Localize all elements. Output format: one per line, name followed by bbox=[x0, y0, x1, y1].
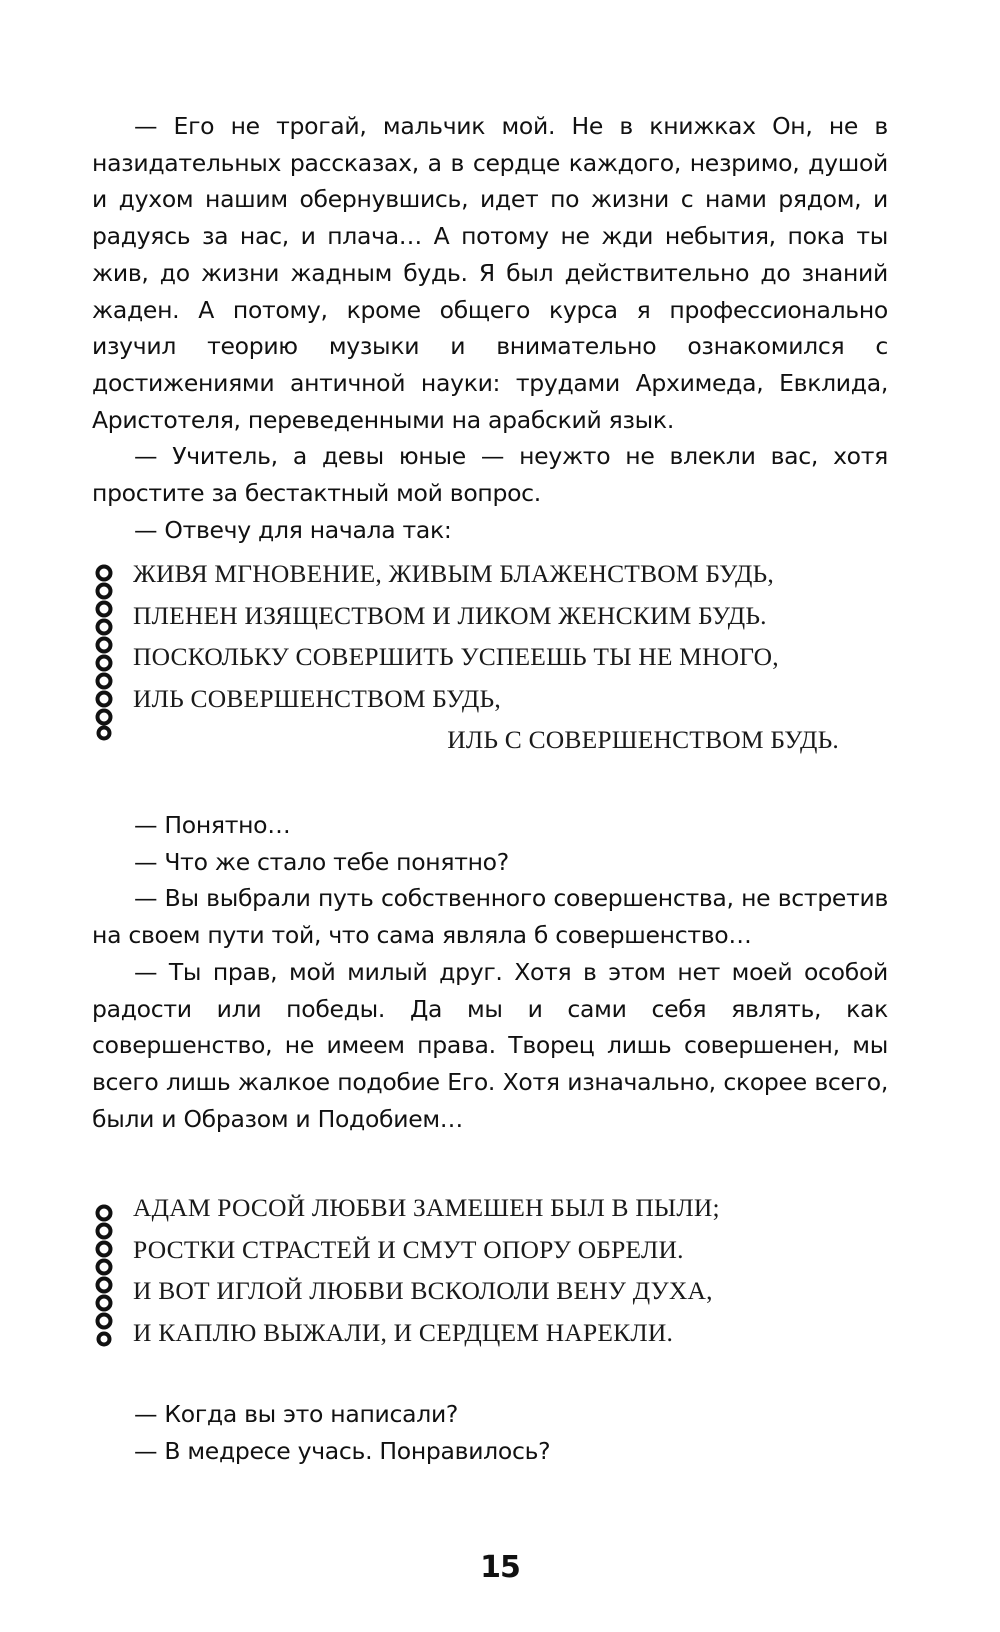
poem-line: ИЛЬ СОВЕРШЕНСТВОМ БУДЬ, bbox=[133, 683, 501, 713]
page-number: 15 bbox=[480, 1550, 520, 1585]
paragraph: — Понятно… bbox=[134, 811, 291, 839]
prose-block-3 bbox=[92, 1396, 888, 1469]
poem-line: АДАМ РОСОЙ ЛЮБВИ ЗАМЕШЕН БЫЛ В ПЫЛИ; bbox=[133, 1193, 720, 1222]
poem-line: ИЛЬ С СОВЕРШЕНСТВОМ БУДЬ. bbox=[447, 725, 839, 754]
paragraph: — Учитель, а девы юные — неужто не влекли вас, хотя простите за бестактный мой вопрос. bbox=[92, 442, 888, 508]
paragraph: — Когда вы это написали? bbox=[134, 1400, 459, 1428]
paragraph: — Его не трогай, мальчик мой. Не в книжках Он, не в назидательных рассказах, а в сердце каждого, незримо, душой и духом нашим обернувшись, идет по жизни с нами рядом, и радуясь за нас, и плача… А потому не жди небытия, пока ты жив, до жизни жадным будь. Я был действительно до знаний жаден. А потому, кроме общего курса я профессионально изучил теорию музыки и внимательно ознакомился с достижениями античной науки: трудами Архимеда, Евклида, Аристотеля, переведенными на арабский язык. bbox=[92, 112, 888, 434]
paragraph: — В медресе учась. Понравилось? bbox=[134, 1436, 551, 1465]
poem-line: И КАПЛЮ ВЫЖАЛИ, И СЕРДЦЕМ НАРЕКЛИ. bbox=[133, 1317, 674, 1347]
paragraph: — Вы выбрали путь собственного совершенства, не встретив на своем пути той, что сама являла б совершенство… bbox=[92, 884, 888, 950]
paragraph: — Что же стало тебе понятно? bbox=[134, 847, 509, 876]
poem-line: ПОСКОЛЬКУ СОВЕРШИТЬ УСПЕЕШЬ ТЫ НЕ МНОГО, bbox=[133, 642, 779, 671]
ornament-chain-icon bbox=[92, 562, 116, 742]
poem-line: РОСТКИ СТРАСТЕЙ И СМУТ ОПОРУ ОБРЕЛИ. bbox=[133, 1234, 684, 1264]
poem-line: ПЛЕНЕН ИЗЯЩЕСТВОМ И ЛИКОМ ЖЕНСКИМ БУДЬ. bbox=[133, 600, 767, 630]
ornament-chain-icon bbox=[92, 1202, 116, 1350]
paragraph: — Ты прав, мой милый друг. Хотя в этом нет моей особой радости или победы. Да мы и сами себя являть, как совершенство, не имеем права. Творец лишь совершенен, мы всего лишь жалкое подобие Его. Хотя изначально, скорее всего, были и Образом и Подобием… bbox=[92, 957, 888, 1133]
poem-line: И ВОТ ИГЛОЙ ЛЮБВИ ВСКОЛОЛИ ВЕНУ ДУХА, bbox=[133, 1276, 713, 1305]
paragraph: — Отвечу для начала так: bbox=[134, 515, 452, 544]
poem-2 bbox=[133, 1187, 893, 1353]
poem-1 bbox=[133, 553, 893, 761]
prose-block-2 bbox=[92, 807, 888, 1137]
poem-line: ЖИВЯ МГНОВЕНИЕ, ЖИВЫМ БЛАЖЕНСТВОМ БУДЬ, bbox=[133, 559, 774, 588]
prose-block-1 bbox=[92, 108, 888, 548]
